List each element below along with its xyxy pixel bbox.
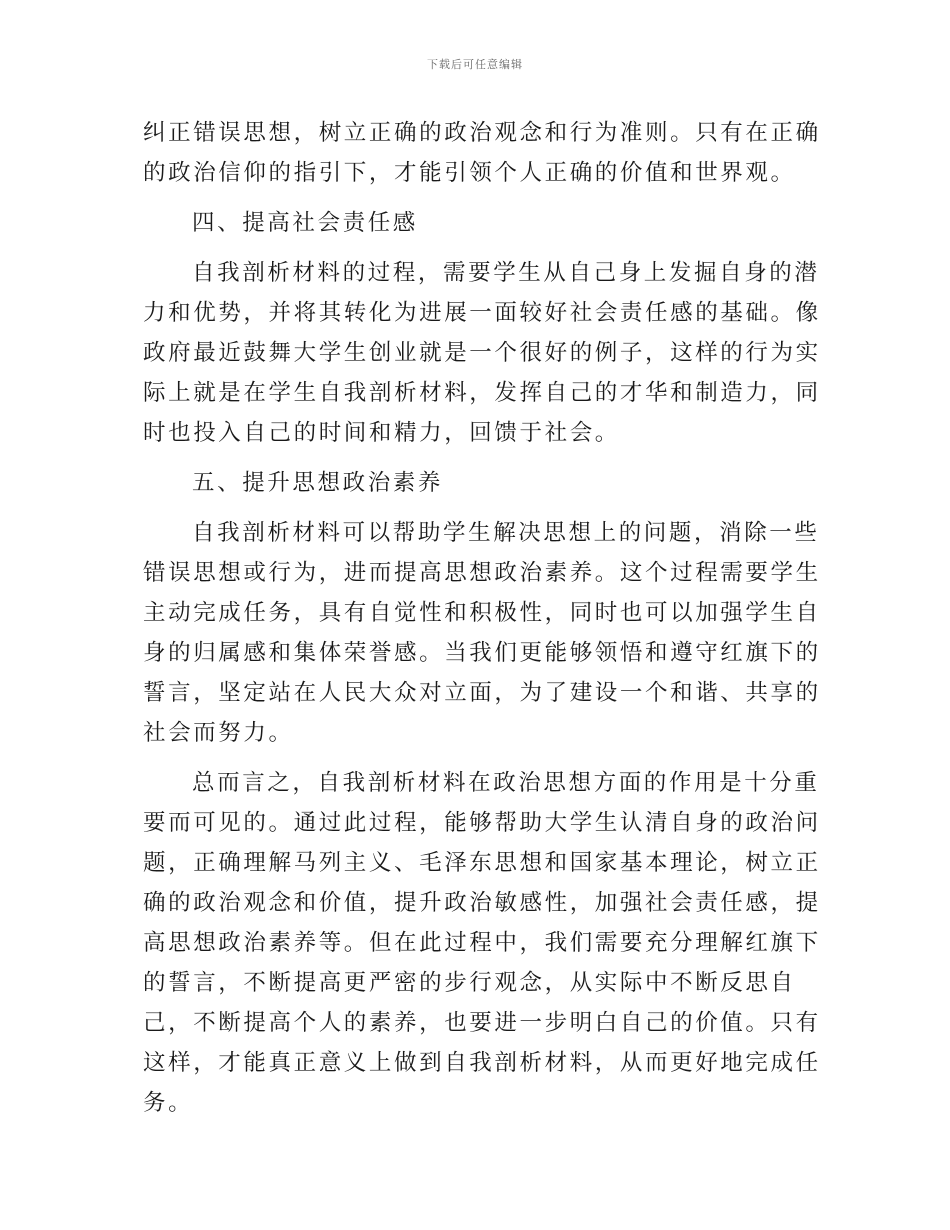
page-header: 下载后可任意编辑 <box>427 58 523 71</box>
paragraph-line: 错误思想或行为，进而提高思想政治素养。这个过程需要学生 <box>143 560 821 586</box>
paragraph-line: 主动完成任务，具有自觉性和积极性，同时也可以加强学生自 <box>143 600 821 626</box>
paragraph-line: 的政治信仰的指引下，才能引领个人正确的价值和世界观。 <box>143 160 796 186</box>
paragraph-line: 时也投入自己的时间和精力，回馈于社会。 <box>143 420 620 446</box>
paragraph-line: 社会而努力。 <box>143 720 294 746</box>
section-heading: 四、提高社会责任感 <box>192 210 418 236</box>
paragraph-line: 际上就是在学生自我剖析材料，发挥自己的才华和制造力，同 <box>143 380 821 406</box>
paragraph-line: 题，正确理解马列主义、毛泽东思想和国家基本理论，树立正 <box>143 850 821 876</box>
paragraph-line: 纠正错误思想，树立正确的政治观念和行为准则。只有在正确 <box>143 120 821 146</box>
paragraph-line: 政府最近鼓舞大学生创业就是一个很好的例子，这样的行为实 <box>143 340 821 366</box>
paragraph-line: 自我剖析材料可以帮助学生解决思想上的问题，消除一些 <box>192 520 820 546</box>
section-heading: 五、提升思想政治素养 <box>192 470 444 496</box>
paragraph-line: 自我剖析材料的过程，需要学生从自己身上发掘自身的潜 <box>192 260 820 286</box>
paragraph-line: 这样，才能真正意义上做到自我剖析材料，从而更好地完成任 <box>143 1050 821 1076</box>
paragraph-line: 总而言之，自我剖析材料在政治思想方面的作用是十分重 <box>192 770 820 796</box>
paragraph-line: 身的归属感和集体荣誉感。当我们更能够领悟和遵守红旗下的 <box>143 640 821 666</box>
paragraph-line: 务。 <box>143 1090 194 1116</box>
paragraph-line: 确的政治观念和价值，提升政治敏感性，加强社会责任感，提 <box>143 890 821 916</box>
paragraph-line: 誓言，坚定站在人民大众对立面，为了建设一个和谐、共享的 <box>143 680 821 706</box>
paragraph-line: 力和优势，并将其转化为进展一面较好社会责任感的基础。像 <box>143 300 821 326</box>
paragraph-line: 高思想政治素养等。但在此过程中，我们需要充分理解红旗下 <box>143 930 821 956</box>
paragraph-line: 己，不断提高个人的素养，也要进一步明白自己的价值。只有 <box>143 1010 821 1036</box>
paragraph-line: 的誓言，不断提高更严密的步行观念，从实际中不断反思自 <box>143 970 796 996</box>
paragraph-line: 要而可见的。通过此过程，能够帮助大学生认清自身的政治问 <box>143 810 821 836</box>
